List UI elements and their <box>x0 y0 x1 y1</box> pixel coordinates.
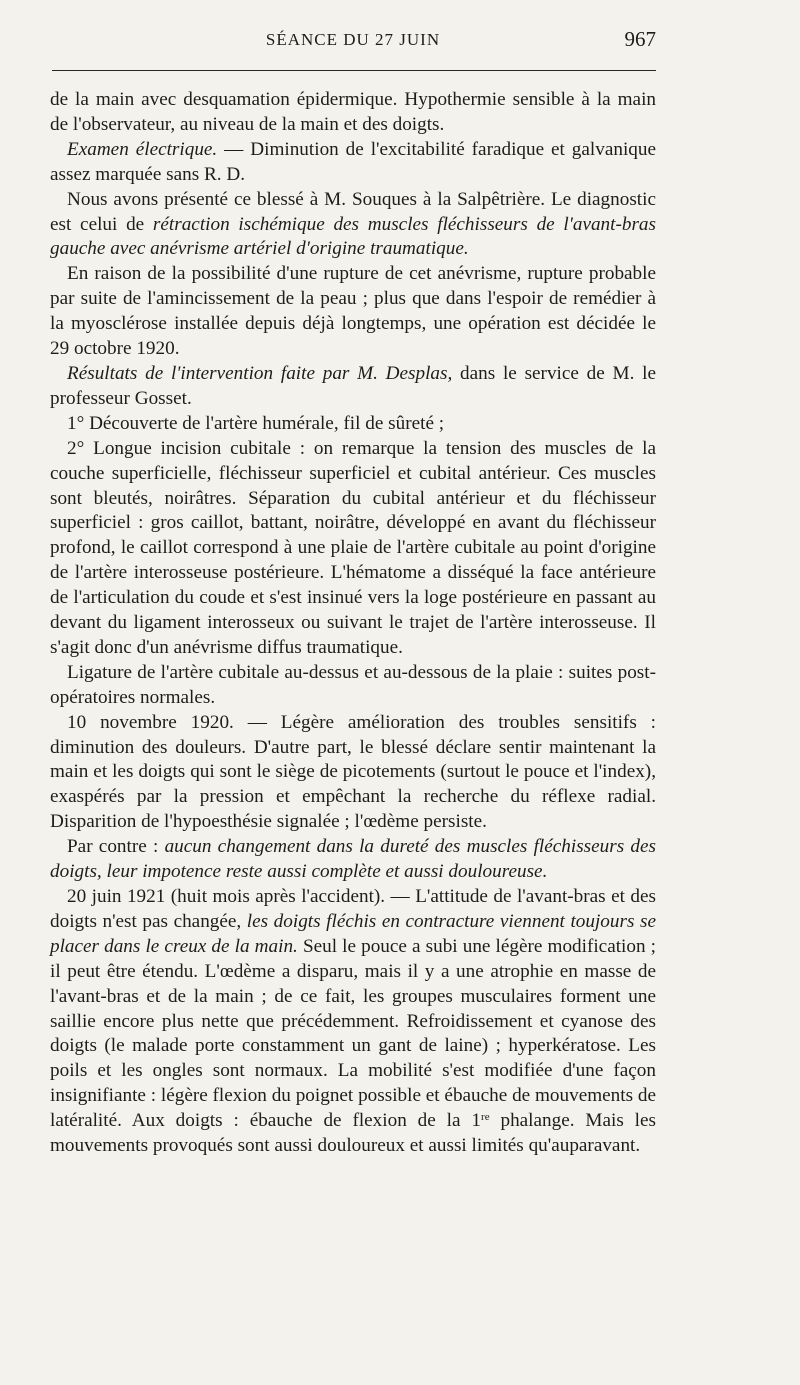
paragraph-2 <box>50 138 656 188</box>
paragraph-10-italic: aucun changement dans la dureté des muscles fléchisseurs des doigts, leur impotence reste aussi complète et aussi douloureuse. <box>50 836 657 883</box>
paragraph-9: 10 novembre 1920. — Légère amélioration des troubles sensitifs : diminution des douleurs. D'autre part, le blessé déclare sentir maintenant la main et les doigts qui sont le siège de picotements (surtout le pouce et l'index), exaspérés par la pression et empêchant la recherche du réflexe radial. Disparition de l'hypoesthésie signalée ; l'œdème persiste. <box>50 711 656 833</box>
paragraph-3-italic: rétraction ischémique des muscles fléchisseurs de l'avant-bras gauche avec anévrisme artériel d'origine traumatique. <box>50 213 656 260</box>
paragraph-11-text-a: 20 juin 1921 (huit mois après l'accident). — L'attitude de l'avant-bras et des doigts n'est pas changée, <box>50 886 656 932</box>
page-header <box>50 26 656 56</box>
paragraph-11-superscript: re <box>481 1111 490 1124</box>
paragraph-11-text-b: Seul le pouce a subi une légère modification ; il peut être étendu. L'œdème a disparu, mais il y a une atrophie en masse de l'avant-bras et de la main ; de ce fait, les groupes musculaires forment une saillie encore plus nette que précédemment. Refroidissement et cyanose des doigts (le malade porte constamment un gant de laine) ; hyperkératose. Les poils et les ongles sont normaux. La mobilité s'est modifiée d'une façon insignifiante : légère flexion du poignet possible et ébauche de mouvements de latéralité. Aux doigts : ébauche de flexion de la 1 <box>50 935 656 1132</box>
body-text <box>50 88 656 1159</box>
paragraph-3 <box>50 188 656 263</box>
paragraph-3-text: Nous avons présenté ce blessé à M. Souques à la Salpêtrière. Le diagnostic est celui de <box>50 188 656 235</box>
paragraph-6: 1° Découverte de l'artère humérale, fil de sûreté ; <box>67 412 445 434</box>
paragraph-4: En raison de la possibilité d'une rupture de cet anévrisme, rupture probable par suite de l'amincissement de la peau ; plus que dans l'espoir de remédier à la myosclérose installée depuis déjà longtemps, une opération est décidée le 29 octobre 1920. <box>50 263 656 360</box>
page-number: 967 <box>624 27 656 51</box>
paragraph-7: 2° Longue incision cubitale : on remarque la tension des muscles de la couche superficielle, fléchisseur superficiel et cubital antérieur. Ces muscles sont bleutés, noirâtres. Séparation du cubital antérieur et du fléchisseur superficiel : gros caillot, battant, noirâtre, développé en avant du fléchisseur profond, le caillot correspond à une plaie de l'artère cubitale au point d'origine de l'artère interosseuse postérieure. L'hématome a disséqué la face antérieure de l'articulation du coude et s'est insinué vers la loge postérieure en passant au devant du ligament interosseux ou suivant le trajet de l'artère interosseuse. Il s'agit donc d'un anévrisme diffus traumatique. <box>50 437 656 658</box>
running-title: SÉANCE DU 27 JUIN <box>265 30 441 49</box>
paragraph-5-italic: Résultats de l'intervention faite par M. Desplas, <box>67 362 453 384</box>
paragraph-10 <box>50 835 656 885</box>
paragraph-8: Ligature de l'artère cubitale au-dessus et au-dessous de la plaie : suites post-opératoires normales. <box>50 661 656 708</box>
paragraph-11-italic: les doigts fléchis en contracture viennent toujours se placer dans le creux de la main. <box>50 910 656 957</box>
paragraph-5 <box>50 362 656 412</box>
paragraph-5-text: dans le service de M. le professeur Gosset. <box>50 362 656 409</box>
paragraph-2-label: Examen électrique. <box>67 138 218 160</box>
paragraph-1: de la main avec desquamation épidermique. Hypothermie sensible à la main de l'observateur, au niveau de la main et des doigts. <box>50 89 656 135</box>
paragraph-2-text: — Diminution de l'excitabilité faradique et galvanique assez marquée sans R. D. <box>50 138 656 185</box>
paragraph-11 <box>50 885 656 1159</box>
paragraph-11-text-c: phalange. Mais les mouvements provoqués sont aussi douloureux et aussi limités qu'auparavant. <box>50 1110 656 1157</box>
paragraph-10-text: Par contre : <box>67 836 165 858</box>
header-rule <box>52 70 656 71</box>
